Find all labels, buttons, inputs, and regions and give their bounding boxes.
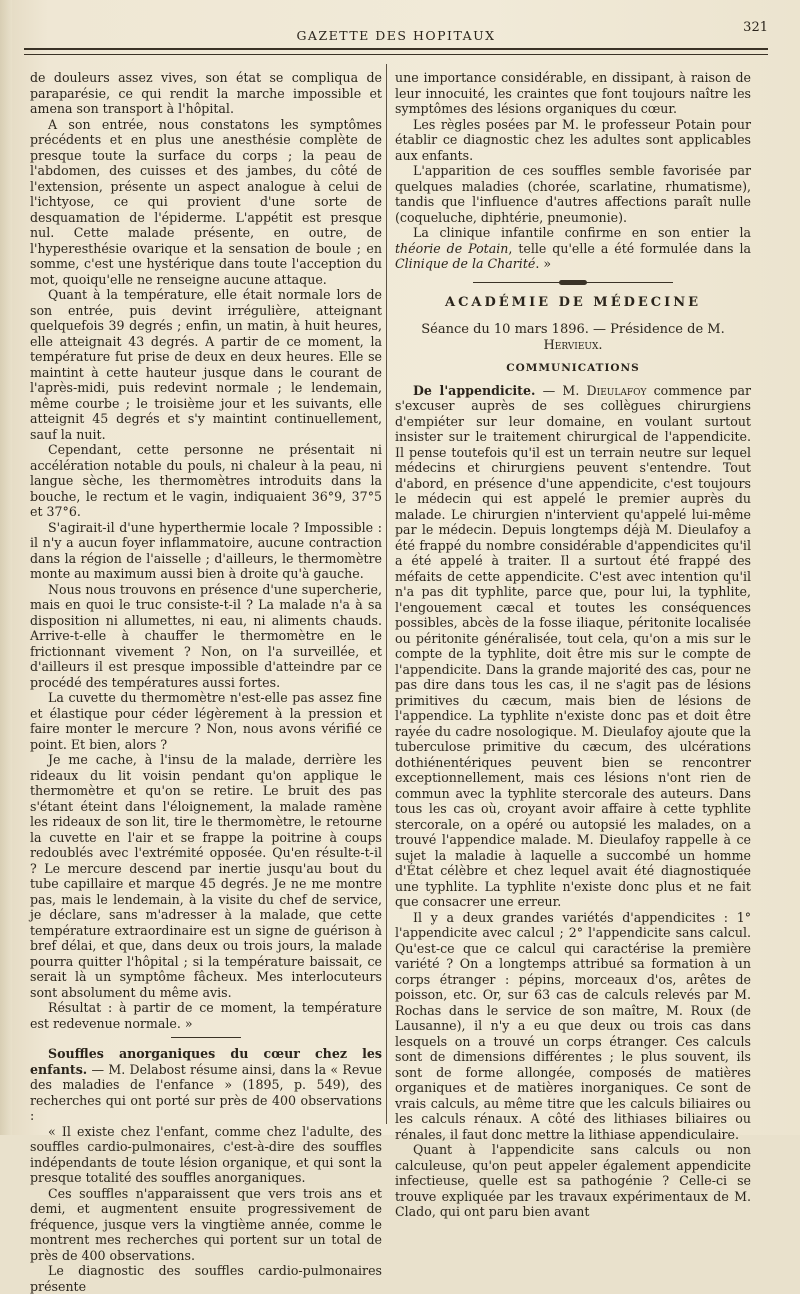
header-rule-thick bbox=[24, 48, 768, 50]
communications-heading: COMMUNICATIONS bbox=[506, 362, 640, 374]
paragraph: Ces souffles n'apparaissent que vers trois ans et demi, et augmentent ensuite progressivement de fréquence, jusque vers la vingtième année, comme le montrent mes recherches qui portent sur un total de près de 400 observations. bbox=[30, 1185, 382, 1263]
journal-title: GAZETTE DES HOPITAUX bbox=[296, 28, 496, 43]
text-run: . » bbox=[535, 256, 552, 271]
running-header bbox=[24, 18, 768, 48]
paragraph: Le diagnostic des souffles cardio-pulmonaires présente bbox=[30, 1263, 382, 1294]
paragraph: Quant à l'appendicite sans calculs ou non calculeuse, qu'on peut appeler également appendicite infectieuse, quelle est sa pathogénie ? Celle-ci se trouve expliquée par les travaux expérimentaux de M. Clado, qui ont paru bien avant bbox=[395, 1142, 751, 1219]
italic-run: théorie de Potain bbox=[395, 240, 509, 256]
paragraph: « Il existe chez l'enfant, comme chez l'adulte, des souffles cardio-pulmonaires, c'est-à-dire des souffles indépendants de toute lésion organique, et qui sont la presque totalité des souffles anorganiques. bbox=[30, 1123, 382, 1185]
article-heading: Souffles anorganiques du cœur chez les enfants. bbox=[30, 1046, 382, 1077]
author-name: M. Dieulafoy bbox=[562, 382, 647, 398]
text-run: La clinique infantile confirme en son entier la bbox=[413, 225, 751, 240]
paragraph: La cuvette du thermomètre n'est-elle pas assez fine et élastique pour céder légèrement à la pression et faire monter le mercure ? Non, nous avons vérifié ce point. Et bien, alors ? bbox=[30, 690, 382, 752]
paragraph: de douleurs assez vives, son état se compliqua de paraparésie, ce qui rendit la marche impossible et amena son transport à l'hôpital. bbox=[30, 70, 382, 116]
italic-run: Clinique de la Charité bbox=[395, 256, 536, 271]
column-divider bbox=[386, 64, 387, 1124]
article-heading: De l'appendicite. bbox=[413, 382, 536, 398]
paragraph: Résultat : à partir de ce moment, la température est redevenue normale. » bbox=[30, 1000, 382, 1031]
paragraph: Cependant, cette personne ne présentait ni accélération notable du pouls, ni chaleur à la peau, ni langue sèche, les thermomètres introduits dans la bouche, le rectum et le vagin, indiquaient 36°9, 37°5 et 37°6. bbox=[30, 442, 382, 519]
page-edge bbox=[0, 0, 12, 1135]
article-text: — M. Delabost résume ainsi, dans la « Revue des maladies de l'enfance » (1895, p. 549), des recherches qui ont porté sur près de 400 observations : bbox=[30, 1061, 382, 1123]
paragraph: Les règles posées par M. le professeur Potain pour établir ce diagnostic chez les adultes sont applicables aux enfants. bbox=[395, 116, 751, 163]
ornamental-rule bbox=[473, 282, 673, 283]
session-end: . bbox=[598, 337, 603, 353]
paragraph: L'apparition de ces souffles semble favorisée par quelques maladies (chorée, scarlatine, rhumatisme), tandis que l'influence d'autres affections paraît nulle (coqueluche, diphtérie, pneumonie). bbox=[395, 163, 751, 225]
paragraph: Quant à la température, elle était normale lors de son entrée, puis devint irrégulière, atteignant quelquefois 39 degrés ; enfin, un matin, à huit heures, elle atteignait 43 degrés. A partir de ce moment, la température fut prise de deux en deux heures. Elle se maintint à cette hauteur jusque dans le courant de l'après-midi, puis redevint normale ; le lendemain, même courbe ; le troisième jour et les suivants, elle atteignit 45 degrés et s'y maintint continuellement, sauf la nuit. bbox=[30, 287, 382, 442]
president-name: Hervieux bbox=[543, 337, 599, 353]
paragraph: A son entrée, nous constatons les symptômes précédents et en plus une anesthésie complète de presque toute la surface du corps ; la peau de l'abdomen, des cuisses et des jambes, du côté de l'extension, présente un aspect analogue à celui de l'ichtyose, ce qui provient d'une sorte de desquamation de l'épiderme. L'appétit est presque nul. Cette malade présente, en outre, de l'hyperesthésie ovarique et la sensation de boule ; en somme, c'est une hystérique dans toute l'acception du mot, quoiqu'elle ne renseigne aucune attaque. bbox=[30, 116, 382, 287]
left-column bbox=[30, 70, 382, 1294]
dash: — bbox=[535, 382, 563, 398]
paragraph: Je me cache, à l'insu de la malade, derrière les rideaux du lit voisin pendant qu'on applique le thermomètre et qu'on se retire. Le bruit des pas s'étant éteint dans l'éloignement, la malade ramène les rideaux de son lit, tire le thermomètre, le retourne la cuvette en l'air et se frappe la poitrine à coups redoublés avec l'extrémité opposée. Qu'en résulte-t-il ? Le mercure descend par inertie jusqu'au bout du tube capillaire et marque 45 degrés. Je ne me montre pas, mais le lendemain, à la visite du chef de service, je déclare, sans m'adresser à la malade, que cette température extraordinaire est un signe de guérison à bref délai, et que, dans deux ou trois jours, la malade pourra quitter l'hôpital ; si la température baissait, ce serait là un symptôme fâcheux. Mes interlocuteurs sont absolument du même avis. bbox=[30, 752, 382, 1000]
paragraph bbox=[395, 225, 751, 272]
paragraph: Il y a deux grandes variétés d'appendicites : 1° l'appendicite avec calcul ; 2° l'appendicite sans calcul. Qu'est-ce que ce calcul qui caractérise la première variété ? On a longtemps attribué sa formation à un corps étranger : pépins, morceaux d'os, arêtes de poisson, etc. Or, sur 63 cas de calculs relevés par M. Rochas dans le service de son maître, M. Roux (de Lausanne), il n'y a eu que deux ou trois cas dans lesquels on a trouvé un corps étranger. Ces calculs sont de dimensions différentes ; le plus souvent, ils sont de forme allongée, composés de matières organiques et de matières inorganiques. Ce sont de vrais calculs, au même titre que les calculs biliaires ou les calculs rénaux. A côté des lithiases biliaires ou rénales, il faut donc mettre la lithiase appendiculaire. bbox=[395, 909, 751, 1142]
session-line bbox=[395, 322, 751, 353]
paragraph: S'agirait-il d'une hyperthermie locale ? Impossible : il n'y a aucun foyer inflammatoire, aucune contraction dans la région de l'aisselle ; d'ailleurs, le thermomètre monte au maximum aussi bien à droite qu'à gauche. bbox=[30, 519, 382, 581]
paragraph: une importance considérable, en dissipant, à raison de leur innocuité, les craintes que font toujours naître les symptômes des lésions organiques du cœur. bbox=[395, 70, 751, 116]
paragraph: Nous nous trouvons en présence d'une supercherie, mais en quoi le truc consiste-t-il ? La malade n'a à sa disposition ni allumettes, ni eau, ni aliments chauds. Arrive-t-elle à chauffer le thermomètre en le frictionnant vivement ? Non, on l'a surveillée, et d'ailleurs il est presque impossible d'atteindre par ce procédé des températures aussi fortes. bbox=[30, 581, 382, 690]
article-paragraph bbox=[30, 1046, 382, 1124]
section-title: ACADÉMIE DE MÉDECINE bbox=[444, 294, 701, 310]
session-text: Séance du 10 mars 1896. — Présidence de M. bbox=[421, 322, 725, 337]
page-number: 321 bbox=[743, 20, 768, 35]
separator-rule bbox=[171, 1037, 241, 1038]
article-paragraph bbox=[395, 383, 751, 910]
header-rule-thin bbox=[24, 54, 768, 55]
right-column bbox=[395, 70, 751, 1220]
text-run: , telle qu'elle a été formulée dans la bbox=[508, 240, 751, 256]
article-text: commence par s'excuser auprès de ses collègues chirurgiens d'empiéter sur leur domaine, en voulant surtout insister sur le traitement chirurgical de l'appendicite. Il pense toutefois qu'il est un terrain neutre sur lequel médecins et chirurgiens peuvent s'entendre. Tout d'abord, en présence d'une appendicite, c'est toujours le médecin qui est appelé le premier auprès du malade. Le chirurgien n'intervient qu'appelé lui-même par le médecin. Depuis longtemps déjà M. Dieulafoy a été frappé du nombre considérable d'appendicites qu'il a été appelé à traiter. Il a surtout été frappé des méfaits de cette appendicite. C'est avec intention qu'il n'a pas dit typhlite, parce que, pour lui, la typhlite, l'engouement cæcal et toutes les conséquences possibles, abcès de la fosse iliaque, péritonite localisée ou péritonite généralisée, tout cela, qu'on a mis sur le compte de la typhlite, doit être mis sur le compte de l'appendicite. Dans la grande majorité des cas, pour ne pas dire dans tous les cas, il ne s'agit pas de lésions primitives du cæcum, mais bien de lésions de l'appendice. La typhlite n'existe donc pas et doit être rayée du cadre nosologique. M. Dieulafoy ajoute que la tuberculose primitive du cæcum, des ulcérations dothiénentériques peuvent bien se rencontrer exceptionnellement, mais ces lésions n'ont rien de commun avec la typhlite stercorale des auteurs. Dans tous les cas où, croyant avoir affaire à cette typhlite stercorale, on a opéré ou autopsié les malades, on a trouvé l'appendice malade. M. Dieulafoy rappelle à ce sujet la maladie à laquelle a succombé un homme d'État célèbre et chez lequel avait été diagnostiquée une typhlite. La typhlite n'existe donc plus et ne fait que consacrer une erreur. bbox=[395, 382, 752, 909]
